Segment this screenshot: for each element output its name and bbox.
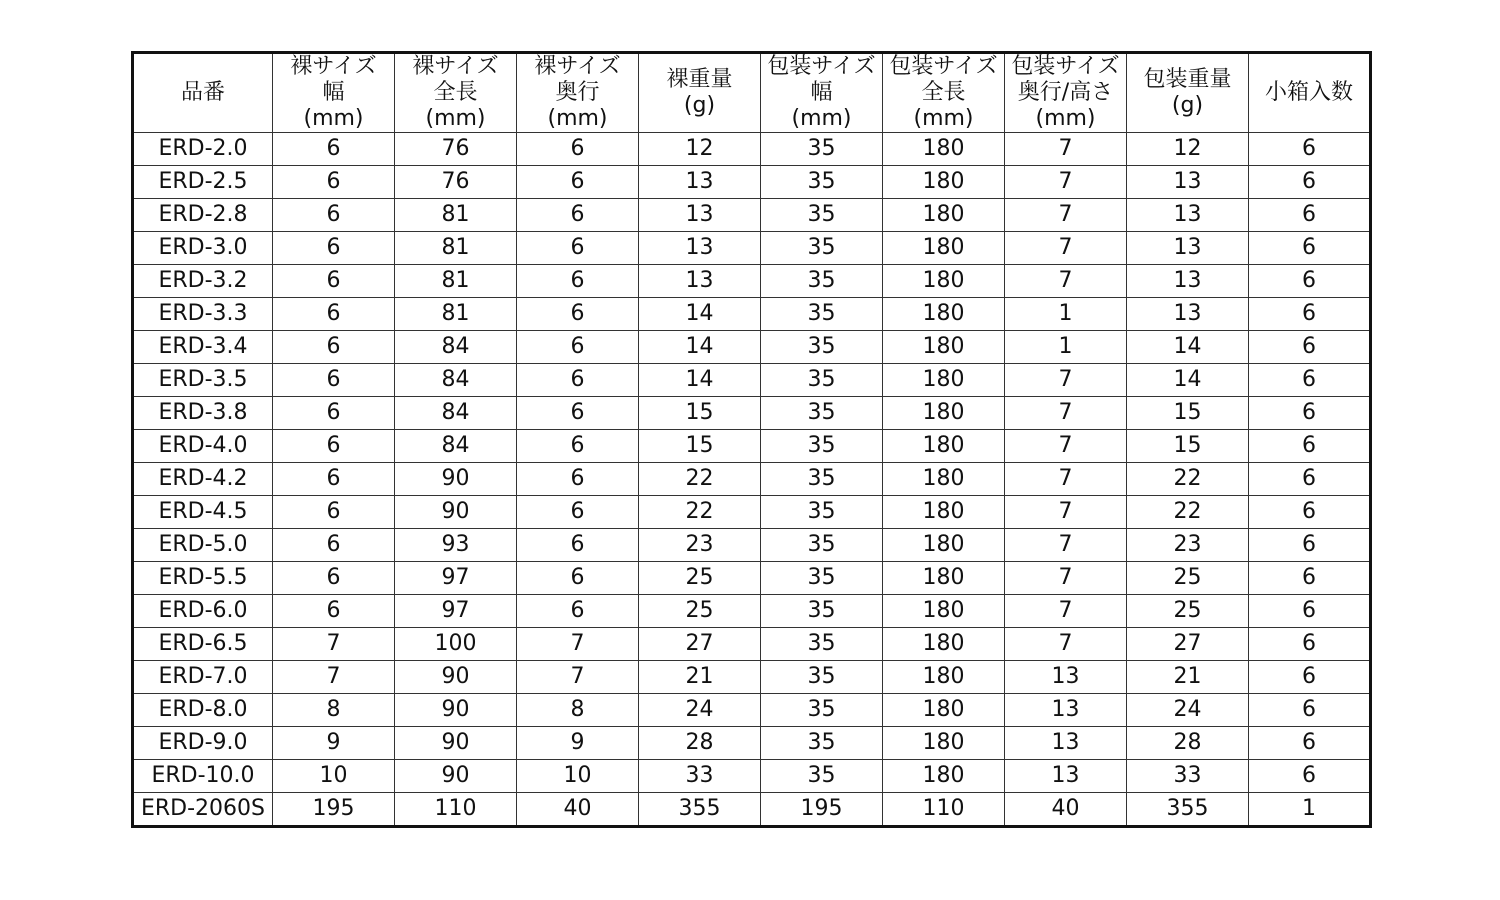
cell-bare-weight: 15 — [639, 430, 761, 463]
cell-bare-depth: 6 — [517, 463, 639, 496]
header-bare-depth: 裸サイズ 奥行 (mm) — [517, 53, 639, 133]
cell-bare-width: 6 — [273, 430, 395, 463]
cell-box-quantity: 6 — [1249, 562, 1371, 595]
cell-package-length: 180 — [883, 232, 1005, 265]
cell-box-quantity: 6 — [1249, 199, 1371, 232]
cell-bare-width: 6 — [273, 496, 395, 529]
cell-bare-width: 6 — [273, 331, 395, 364]
cell-part-number: ERD-8.0 — [133, 694, 273, 727]
cell-box-quantity: 6 — [1249, 496, 1371, 529]
cell-package-width: 35 — [761, 562, 883, 595]
cell-bare-length: 81 — [395, 232, 517, 265]
cell-package-depth-height: 7 — [1005, 199, 1127, 232]
cell-bare-depth: 6 — [517, 562, 639, 595]
cell-bare-depth: 6 — [517, 430, 639, 463]
cell-bare-length: 84 — [395, 397, 517, 430]
cell-package-weight: 15 — [1127, 430, 1249, 463]
cell-package-length: 180 — [883, 694, 1005, 727]
cell-package-depth-height: 13 — [1005, 661, 1127, 694]
cell-bare-width: 7 — [273, 628, 395, 661]
cell-package-length: 180 — [883, 430, 1005, 463]
cell-part-number: ERD-5.0 — [133, 529, 273, 562]
cell-bare-depth: 6 — [517, 496, 639, 529]
cell-bare-weight: 14 — [639, 331, 761, 364]
cell-package-weight: 13 — [1127, 298, 1249, 331]
cell-bare-width: 195 — [273, 793, 395, 827]
table-row — [133, 463, 1371, 496]
cell-bare-depth: 7 — [517, 661, 639, 694]
cell-bare-depth: 6 — [517, 331, 639, 364]
cell-bare-depth: 9 — [517, 727, 639, 760]
cell-package-width: 35 — [761, 430, 883, 463]
cell-package-length: 180 — [883, 133, 1005, 166]
cell-bare-weight: 13 — [639, 265, 761, 298]
cell-bare-weight: 13 — [639, 166, 761, 199]
product-spec-table — [131, 51, 1372, 828]
cell-part-number: ERD-3.4 — [133, 331, 273, 364]
cell-package-length: 180 — [883, 298, 1005, 331]
cell-box-quantity: 6 — [1249, 595, 1371, 628]
cell-package-width: 35 — [761, 496, 883, 529]
table-row — [133, 298, 1371, 331]
table-row — [133, 760, 1371, 793]
cell-bare-width: 6 — [273, 265, 395, 298]
cell-package-length: 180 — [883, 595, 1005, 628]
cell-package-depth-height: 7 — [1005, 496, 1127, 529]
cell-bare-length: 100 — [395, 628, 517, 661]
cell-part-number: ERD-2.8 — [133, 199, 273, 232]
cell-bare-weight: 15 — [639, 397, 761, 430]
cell-package-depth-height: 7 — [1005, 463, 1127, 496]
cell-package-weight: 14 — [1127, 331, 1249, 364]
cell-package-depth-height: 7 — [1005, 397, 1127, 430]
cell-bare-width: 6 — [273, 364, 395, 397]
cell-part-number: ERD-6.0 — [133, 595, 273, 628]
cell-bare-depth: 6 — [517, 265, 639, 298]
cell-part-number: ERD-9.0 — [133, 727, 273, 760]
cell-box-quantity: 6 — [1249, 331, 1371, 364]
header-package-length: 包装サイズ 全長 (mm) — [883, 53, 1005, 133]
cell-package-weight: 22 — [1127, 463, 1249, 496]
cell-bare-weight: 33 — [639, 760, 761, 793]
header-part-number: 品番 — [133, 53, 273, 133]
cell-part-number: ERD-4.0 — [133, 430, 273, 463]
cell-package-width: 195 — [761, 793, 883, 827]
cell-bare-width: 6 — [273, 595, 395, 628]
cell-package-length: 180 — [883, 562, 1005, 595]
cell-bare-length: 90 — [395, 727, 517, 760]
cell-bare-width: 6 — [273, 529, 395, 562]
cell-part-number: ERD-4.2 — [133, 463, 273, 496]
cell-package-width: 35 — [761, 364, 883, 397]
table-row — [133, 133, 1371, 166]
cell-bare-weight: 13 — [639, 199, 761, 232]
cell-box-quantity: 6 — [1249, 727, 1371, 760]
cell-box-quantity: 6 — [1249, 166, 1371, 199]
cell-bare-weight: 23 — [639, 529, 761, 562]
cell-bare-length: 76 — [395, 133, 517, 166]
cell-part-number: ERD-6.5 — [133, 628, 273, 661]
cell-package-weight: 27 — [1127, 628, 1249, 661]
cell-package-length: 180 — [883, 265, 1005, 298]
cell-bare-depth: 6 — [517, 199, 639, 232]
cell-package-weight: 13 — [1127, 265, 1249, 298]
cell-package-width: 35 — [761, 727, 883, 760]
table-row — [133, 331, 1371, 364]
cell-package-width: 35 — [761, 232, 883, 265]
cell-bare-depth: 8 — [517, 694, 639, 727]
header-package-weight: 包装重量 (g) — [1127, 53, 1249, 133]
cell-bare-length: 76 — [395, 166, 517, 199]
cell-part-number: ERD-5.5 — [133, 562, 273, 595]
cell-bare-length: 84 — [395, 430, 517, 463]
cell-bare-length: 84 — [395, 331, 517, 364]
cell-package-depth-height: 7 — [1005, 628, 1127, 661]
cell-bare-weight: 24 — [639, 694, 761, 727]
cell-package-length: 180 — [883, 331, 1005, 364]
cell-package-depth-height: 7 — [1005, 430, 1127, 463]
cell-bare-length: 90 — [395, 694, 517, 727]
cell-package-length: 180 — [883, 760, 1005, 793]
cell-bare-length: 90 — [395, 661, 517, 694]
cell-package-width: 35 — [761, 166, 883, 199]
cell-package-weight: 21 — [1127, 661, 1249, 694]
cell-bare-weight: 14 — [639, 364, 761, 397]
cell-bare-length: 81 — [395, 199, 517, 232]
cell-part-number: ERD-2060S — [133, 793, 273, 827]
cell-bare-depth: 10 — [517, 760, 639, 793]
cell-package-depth-height: 13 — [1005, 727, 1127, 760]
cell-bare-weight: 28 — [639, 727, 761, 760]
table-row — [133, 661, 1371, 694]
cell-bare-weight: 14 — [639, 298, 761, 331]
cell-box-quantity: 6 — [1249, 364, 1371, 397]
cell-package-depth-height: 40 — [1005, 793, 1127, 827]
cell-package-width: 35 — [761, 694, 883, 727]
cell-box-quantity: 6 — [1249, 397, 1371, 430]
cell-bare-depth: 6 — [517, 364, 639, 397]
cell-box-quantity: 6 — [1249, 628, 1371, 661]
cell-package-width: 35 — [761, 628, 883, 661]
table-row — [133, 595, 1371, 628]
cell-box-quantity: 6 — [1249, 463, 1371, 496]
cell-bare-length: 90 — [395, 496, 517, 529]
cell-bare-width: 6 — [273, 463, 395, 496]
table-row — [133, 628, 1371, 661]
cell-package-depth-height: 7 — [1005, 232, 1127, 265]
cell-part-number: ERD-7.0 — [133, 661, 273, 694]
table-row — [133, 199, 1371, 232]
cell-bare-weight: 25 — [639, 562, 761, 595]
cell-package-length: 180 — [883, 529, 1005, 562]
cell-package-width: 35 — [761, 133, 883, 166]
table-body — [133, 133, 1371, 827]
cell-box-quantity: 6 — [1249, 529, 1371, 562]
cell-package-width: 35 — [761, 331, 883, 364]
cell-bare-weight: 12 — [639, 133, 761, 166]
cell-part-number: ERD-3.3 — [133, 298, 273, 331]
cell-bare-depth: 40 — [517, 793, 639, 827]
cell-package-weight: 25 — [1127, 562, 1249, 595]
cell-box-quantity: 6 — [1249, 430, 1371, 463]
cell-bare-length: 110 — [395, 793, 517, 827]
cell-bare-depth: 6 — [517, 232, 639, 265]
table-row — [133, 727, 1371, 760]
cell-package-depth-height: 13 — [1005, 760, 1127, 793]
cell-bare-length: 97 — [395, 562, 517, 595]
header-bare-width: 裸サイズ 幅 (mm) — [273, 53, 395, 133]
table-row — [133, 430, 1371, 463]
table-row — [133, 793, 1371, 827]
cell-package-depth-height: 7 — [1005, 166, 1127, 199]
cell-package-length: 180 — [883, 727, 1005, 760]
cell-package-depth-height: 7 — [1005, 595, 1127, 628]
cell-package-width: 35 — [761, 298, 883, 331]
cell-package-depth-height: 7 — [1005, 265, 1127, 298]
cell-box-quantity: 6 — [1249, 232, 1371, 265]
cell-bare-weight: 22 — [639, 496, 761, 529]
cell-box-quantity: 6 — [1249, 133, 1371, 166]
cell-bare-length: 81 — [395, 298, 517, 331]
cell-package-depth-height: 13 — [1005, 694, 1127, 727]
cell-bare-depth: 7 — [517, 628, 639, 661]
cell-box-quantity: 6 — [1249, 265, 1371, 298]
table-row — [133, 397, 1371, 430]
cell-package-weight: 24 — [1127, 694, 1249, 727]
cell-bare-length: 97 — [395, 595, 517, 628]
cell-bare-depth: 6 — [517, 529, 639, 562]
cell-package-weight: 25 — [1127, 595, 1249, 628]
cell-package-width: 35 — [761, 397, 883, 430]
table-row — [133, 364, 1371, 397]
cell-package-depth-height: 1 — [1005, 331, 1127, 364]
cell-bare-width: 6 — [273, 397, 395, 430]
cell-bare-width: 6 — [273, 199, 395, 232]
table-row — [133, 562, 1371, 595]
cell-bare-length: 90 — [395, 760, 517, 793]
cell-package-width: 35 — [761, 199, 883, 232]
cell-package-length: 180 — [883, 661, 1005, 694]
table-row — [133, 265, 1371, 298]
cell-bare-depth: 6 — [517, 397, 639, 430]
header-package-width: 包装サイズ 幅 (mm) — [761, 53, 883, 133]
cell-package-weight: 12 — [1127, 133, 1249, 166]
table-row — [133, 166, 1371, 199]
cell-package-width: 35 — [761, 595, 883, 628]
cell-bare-width: 9 — [273, 727, 395, 760]
cell-box-quantity: 6 — [1249, 661, 1371, 694]
cell-package-weight: 13 — [1127, 199, 1249, 232]
cell-package-length: 180 — [883, 166, 1005, 199]
cell-bare-width: 8 — [273, 694, 395, 727]
cell-part-number: ERD-3.5 — [133, 364, 273, 397]
cell-package-width: 35 — [761, 463, 883, 496]
cell-package-weight: 15 — [1127, 397, 1249, 430]
cell-bare-length: 93 — [395, 529, 517, 562]
cell-package-length: 180 — [883, 199, 1005, 232]
cell-bare-width: 6 — [273, 133, 395, 166]
cell-package-weight: 13 — [1127, 232, 1249, 265]
cell-bare-weight: 27 — [639, 628, 761, 661]
cell-bare-depth: 6 — [517, 298, 639, 331]
cell-box-quantity: 6 — [1249, 760, 1371, 793]
cell-package-width: 35 — [761, 760, 883, 793]
cell-package-width: 35 — [761, 529, 883, 562]
cell-part-number: ERD-3.2 — [133, 265, 273, 298]
header-bare-length: 裸サイズ 全長 (mm) — [395, 53, 517, 133]
cell-package-width: 35 — [761, 661, 883, 694]
cell-bare-length: 84 — [395, 364, 517, 397]
cell-part-number: ERD-3.8 — [133, 397, 273, 430]
cell-package-length: 180 — [883, 463, 1005, 496]
cell-bare-length: 81 — [395, 265, 517, 298]
cell-bare-width: 7 — [273, 661, 395, 694]
cell-package-depth-height: 7 — [1005, 562, 1127, 595]
cell-part-number: ERD-4.5 — [133, 496, 273, 529]
header-bare-weight: 裸重量 (g) — [639, 53, 761, 133]
cell-package-depth-height: 7 — [1005, 529, 1127, 562]
cell-bare-depth: 6 — [517, 133, 639, 166]
table-row — [133, 529, 1371, 562]
cell-part-number: ERD-2.5 — [133, 166, 273, 199]
cell-package-weight: 23 — [1127, 529, 1249, 562]
cell-part-number: ERD-3.0 — [133, 232, 273, 265]
cell-bare-depth: 6 — [517, 595, 639, 628]
cell-bare-length: 90 — [395, 463, 517, 496]
cell-part-number: ERD-2.0 — [133, 133, 273, 166]
cell-bare-weight: 21 — [639, 661, 761, 694]
header-box-quantity: 小箱入数 — [1249, 53, 1371, 133]
cell-bare-width: 10 — [273, 760, 395, 793]
cell-box-quantity: 1 — [1249, 793, 1371, 827]
cell-bare-weight: 25 — [639, 595, 761, 628]
cell-package-length: 180 — [883, 496, 1005, 529]
cell-package-depth-height: 7 — [1005, 364, 1127, 397]
cell-box-quantity: 6 — [1249, 298, 1371, 331]
header-package-depth-height: 包装サイズ 奥行/高さ (mm) — [1005, 53, 1127, 133]
cell-package-length: 180 — [883, 364, 1005, 397]
cell-package-length: 180 — [883, 397, 1005, 430]
cell-box-quantity: 6 — [1249, 694, 1371, 727]
cell-bare-width: 6 — [273, 166, 395, 199]
cell-package-length: 180 — [883, 628, 1005, 661]
table-row — [133, 496, 1371, 529]
cell-bare-weight: 22 — [639, 463, 761, 496]
cell-bare-depth: 6 — [517, 166, 639, 199]
cell-package-length: 110 — [883, 793, 1005, 827]
table-row — [133, 232, 1371, 265]
cell-package-weight: 28 — [1127, 727, 1249, 760]
cell-part-number: ERD-10.0 — [133, 760, 273, 793]
table-row — [133, 694, 1371, 727]
cell-package-weight: 22 — [1127, 496, 1249, 529]
cell-bare-weight: 13 — [639, 232, 761, 265]
cell-package-weight: 14 — [1127, 364, 1249, 397]
cell-bare-width: 6 — [273, 232, 395, 265]
table-header-row — [133, 53, 1371, 133]
cell-package-depth-height: 1 — [1005, 298, 1127, 331]
cell-package-depth-height: 7 — [1005, 133, 1127, 166]
cell-package-weight: 33 — [1127, 760, 1249, 793]
cell-package-weight: 13 — [1127, 166, 1249, 199]
cell-package-width: 35 — [761, 265, 883, 298]
cell-bare-weight: 355 — [639, 793, 761, 827]
cell-package-weight: 355 — [1127, 793, 1249, 827]
cell-bare-width: 6 — [273, 562, 395, 595]
cell-bare-width: 6 — [273, 298, 395, 331]
